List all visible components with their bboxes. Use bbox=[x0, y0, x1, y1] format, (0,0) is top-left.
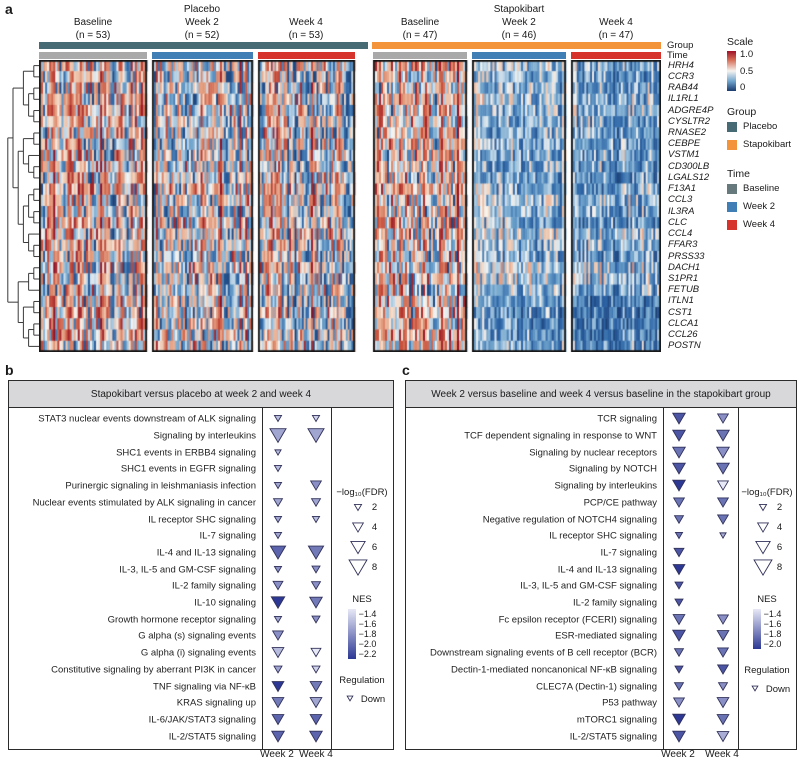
down-triangle bbox=[675, 666, 683, 673]
gene-label-POSTN: POSTN bbox=[668, 340, 701, 352]
panel-b-axis-week4: Week 4 bbox=[299, 749, 333, 760]
down-triangle bbox=[270, 546, 285, 559]
down-triangle bbox=[717, 430, 730, 441]
down-triangle bbox=[312, 582, 321, 590]
fdr-legend-value: 4 bbox=[371, 522, 378, 533]
down-triangle bbox=[717, 631, 729, 641]
nes-tick: −1.4 bbox=[358, 609, 377, 619]
pathway-label: Negative regulation of NOTCH4 signaling bbox=[482, 514, 657, 526]
time-bar-segment-2 bbox=[152, 52, 253, 59]
column-header-3: Week 4 (n = 53) bbox=[288, 17, 324, 41]
nes-tick: −1.4 bbox=[763, 609, 782, 619]
down-triangle bbox=[675, 649, 684, 657]
expression-heatmap bbox=[39, 60, 661, 352]
gene-label-RAB44: RAB44 bbox=[668, 82, 699, 94]
pathway-label: G alpha (s) signaling events bbox=[138, 630, 256, 642]
gene-label-ITLN1: ITLN1 bbox=[668, 295, 694, 307]
down-triangle bbox=[675, 682, 684, 690]
fdr-legend-item bbox=[752, 538, 782, 558]
pathway-label: IL-10 signaling bbox=[194, 597, 256, 609]
group-bar-stapokibart bbox=[372, 42, 661, 49]
nes-colorbar bbox=[753, 609, 761, 649]
pathway-label: Fc epsilon receptor (FCERI) signaling bbox=[498, 614, 657, 626]
nes-legend-title: NES bbox=[352, 594, 372, 605]
nes-legend bbox=[348, 609, 377, 659]
down-triangle bbox=[718, 665, 729, 674]
pathway-label: Signaling by interleukins bbox=[153, 430, 256, 442]
pathway-label: CLEC7A (Dectin-1) signaling bbox=[536, 681, 657, 693]
panel-c-box bbox=[405, 380, 797, 750]
fdr-legend-value: 8 bbox=[776, 562, 783, 573]
week2-label: Week 2 bbox=[743, 201, 776, 212]
pathway-label: IL-6/JAK/STAT3 signaling bbox=[148, 714, 256, 726]
gene-label-DACH1: DACH1 bbox=[668, 261, 701, 273]
pathway-label: SHC1 events in ERBB4 signaling bbox=[116, 447, 256, 459]
fdr-legend-title: −log₁₀(FDR) bbox=[336, 487, 388, 498]
panel-b-box bbox=[8, 380, 394, 750]
down-triangle bbox=[310, 731, 323, 742]
down-triangle bbox=[308, 546, 323, 559]
panel-a-label: a bbox=[5, 1, 13, 17]
fdr-legend-item bbox=[752, 498, 782, 518]
nes-tick: −1.6 bbox=[763, 619, 782, 629]
gene-label-CLC: CLC bbox=[668, 216, 688, 228]
group-bar-placebo bbox=[39, 42, 368, 49]
gene-label-IL1RL1: IL1RL1 bbox=[668, 93, 699, 105]
gene-label-S1PR1: S1PR1 bbox=[668, 273, 699, 284]
panel-c-axis-week4: Week 4 bbox=[705, 749, 739, 760]
fdr-legend-value: 4 bbox=[776, 522, 783, 533]
down-triangle bbox=[717, 447, 730, 458]
nes-ticks bbox=[359, 609, 377, 659]
down-triangle bbox=[274, 516, 281, 522]
triangle-wk4[interactable] bbox=[712, 526, 734, 546]
pathway-label: mTORC1 signaling bbox=[576, 714, 657, 726]
regulation-legend-title: Regulation bbox=[744, 665, 790, 676]
down-triangle bbox=[718, 481, 729, 490]
regulation-down-item bbox=[744, 679, 790, 699]
down-triangle bbox=[675, 582, 683, 589]
pathway-label: Dectin-1-mediated noncanonical NF-κB signaling bbox=[451, 664, 657, 676]
down-triangle bbox=[272, 731, 285, 742]
down-triangle bbox=[271, 597, 284, 608]
down-triangle bbox=[717, 698, 729, 708]
down-triangle bbox=[673, 414, 686, 425]
scale-colorbar bbox=[727, 51, 736, 91]
down-triangle bbox=[759, 504, 766, 510]
down-triangle bbox=[675, 515, 684, 523]
nes-tick: −1.8 bbox=[763, 629, 782, 639]
panel-c-legend bbox=[738, 407, 796, 749]
gene-label-FFAR3: FFAR3 bbox=[668, 239, 698, 251]
down-triangle bbox=[308, 429, 324, 443]
group-legend bbox=[727, 106, 791, 157]
time-legend-title: Time bbox=[727, 168, 750, 180]
nes-legend-title: NES bbox=[757, 594, 777, 605]
time-bar-label: Time bbox=[667, 50, 688, 61]
down-triangle bbox=[312, 666, 320, 673]
down-triangle bbox=[310, 698, 322, 708]
time-bar-segment-6 bbox=[571, 52, 661, 59]
fdr-legend-value: 2 bbox=[776, 502, 783, 513]
legend-item-baseline bbox=[727, 183, 779, 194]
gene-label-FETUB: FETUB bbox=[668, 284, 700, 296]
down-triangle bbox=[274, 666, 282, 673]
gene-label-CCR3: CCR3 bbox=[668, 70, 694, 82]
gene-label-RNASE2: RNASE2 bbox=[668, 127, 707, 138]
down-triangle bbox=[674, 548, 684, 556]
time-legend bbox=[727, 168, 779, 237]
down-triangle bbox=[675, 599, 683, 606]
down-triangle bbox=[673, 714, 686, 725]
down-triangle bbox=[673, 464, 686, 475]
legend-item-stapokibart bbox=[727, 139, 791, 150]
pathway-label: IL-3, IL-5 and GM-CSF signaling bbox=[520, 580, 657, 592]
down-triangle bbox=[352, 523, 363, 532]
down-triangle bbox=[756, 541, 770, 553]
pathway-label: IL-7 signaling bbox=[600, 547, 657, 559]
triangle-wk2[interactable] bbox=[267, 727, 289, 747]
gene-labels bbox=[668, 60, 728, 352]
legend-item-placebo bbox=[727, 121, 791, 132]
week4-label: Week 4 bbox=[743, 219, 776, 230]
placebo-label: Placebo bbox=[743, 121, 778, 132]
pathway-label: ESR-mediated signaling bbox=[555, 630, 657, 642]
down-triangle bbox=[272, 681, 284, 691]
legend-item-week2 bbox=[727, 201, 779, 212]
nes-tick: −1.6 bbox=[358, 619, 377, 629]
time-bar-segment-3 bbox=[258, 52, 355, 59]
group-bar-label: Group bbox=[667, 40, 694, 51]
column-header-5: Stapokibart Week 2 (n = 46) bbox=[493, 4, 545, 41]
down-triangle bbox=[310, 597, 323, 608]
down-triangle bbox=[273, 582, 283, 590]
gene-label-CLCA1: CLCA1 bbox=[668, 317, 699, 329]
down-triangle bbox=[719, 682, 728, 690]
down-triangle bbox=[674, 698, 685, 707]
pathway-label: IL-2/STAT5 signaling bbox=[569, 731, 657, 743]
pathway-label: KRAS signaling up bbox=[176, 697, 256, 709]
gene-label-HRH4: HRH4 bbox=[668, 59, 694, 71]
dendrogram bbox=[3, 60, 39, 352]
gene-label-PRSS33: PRSS33 bbox=[668, 250, 705, 262]
down-triangle bbox=[675, 533, 682, 539]
nes-tick: −2.2 bbox=[358, 649, 377, 659]
nes-tick: −1.8 bbox=[358, 629, 377, 639]
panel-c-title: Week 2 versus baseline and week 4 versus baseline in the stapokibart group bbox=[406, 381, 796, 408]
down-triangle bbox=[274, 466, 281, 472]
placebo-swatch bbox=[727, 122, 737, 132]
nes-tick: −2.0 bbox=[763, 639, 782, 649]
triangle-wk4[interactable] bbox=[305, 610, 327, 630]
pathway-label: IL-3, IL-5 and GM-CSF signaling bbox=[119, 564, 256, 576]
time-bar-segment-5 bbox=[472, 52, 566, 59]
down-triangle bbox=[311, 481, 322, 490]
scale-legend bbox=[727, 36, 753, 93]
baseline-label: Baseline bbox=[743, 183, 780, 194]
triangle-wk4[interactable] bbox=[305, 510, 327, 530]
gene-label-CCL26: CCL26 bbox=[668, 329, 698, 341]
fdr-legend-value: 8 bbox=[371, 562, 378, 573]
panel-b-label: b bbox=[5, 362, 14, 378]
fdr-legend-value: 6 bbox=[371, 542, 378, 553]
pathway-label: Downstream signaling events of B cell receptor (BCR) bbox=[429, 647, 657, 659]
nes-ticks bbox=[764, 609, 782, 649]
gene-label-LGALS12: LGALS12 bbox=[668, 171, 710, 183]
nes-colorbar bbox=[348, 609, 356, 659]
down-triangle bbox=[272, 648, 284, 658]
pathway-label: IL-4 and IL-13 signaling bbox=[156, 547, 256, 559]
pathway-label: SHC1 events in EGFR signaling bbox=[120, 463, 256, 475]
down-triangle bbox=[674, 498, 685, 507]
gene-label-CYSLTR2: CYSLTR2 bbox=[668, 115, 711, 127]
down-triangle bbox=[312, 516, 319, 522]
fdr-legend-item bbox=[347, 518, 377, 538]
down-triangle bbox=[718, 514, 729, 523]
fdr-legend-title: −log₁₀(FDR) bbox=[741, 487, 793, 498]
scale-tick-mid: 0.5 bbox=[740, 65, 754, 77]
nes-legend bbox=[753, 609, 782, 649]
gene-label-CST1: CST1 bbox=[668, 306, 693, 318]
regulation-legend-title: Regulation bbox=[339, 675, 385, 686]
pathway-label: IL-2 family signaling bbox=[573, 597, 657, 609]
down-triangle bbox=[274, 499, 283, 507]
fdr-legend-value: 6 bbox=[776, 542, 783, 553]
down-triangle bbox=[673, 447, 686, 458]
group-legend-title: Group bbox=[727, 106, 757, 118]
pathway-label: IL-2/STAT5 signaling bbox=[168, 731, 256, 743]
pathway-label: STAT3 nuclear events downstream of ALK signaling bbox=[38, 413, 256, 425]
column-header-6: Week 4 (n = 47) bbox=[598, 17, 634, 41]
down-triangle bbox=[270, 429, 286, 443]
column-header-1: Baseline (n = 53) bbox=[73, 17, 113, 41]
down-triangle bbox=[673, 564, 685, 574]
pathway-label: Signaling by interleukins bbox=[554, 480, 657, 492]
down-triangle bbox=[718, 498, 729, 507]
time-bar-segment-4 bbox=[373, 52, 467, 59]
down-triangle bbox=[273, 631, 284, 640]
gene-label-CD300LB: CD300LB bbox=[668, 160, 710, 172]
down-triangle bbox=[673, 631, 686, 642]
down-triangle bbox=[274, 566, 281, 572]
down-triangle bbox=[310, 681, 322, 691]
down-triangle bbox=[752, 686, 758, 691]
stapokibart-swatch bbox=[727, 140, 737, 150]
pathway-label: IL-7 signaling bbox=[199, 530, 256, 542]
gene-label-VSTM1: VSTM1 bbox=[668, 149, 700, 161]
pathway-label: Constitutive signaling by aberrant PI3K in cancer bbox=[51, 664, 256, 676]
down-triangle bbox=[272, 715, 284, 725]
down-triangle bbox=[311, 648, 321, 656]
regulation-down-label: Down bbox=[360, 693, 386, 705]
down-triangle bbox=[718, 615, 729, 624]
gene-label-IL3RA: IL3RA bbox=[668, 205, 695, 217]
panel-b-legend bbox=[331, 407, 393, 749]
fdr-legend-item bbox=[752, 518, 782, 538]
fdr-legend-item bbox=[347, 498, 377, 518]
pathway-label: TCF dependent signaling in response to WNT bbox=[464, 430, 657, 442]
gene-label-CEBPE: CEBPE bbox=[668, 138, 701, 150]
heatmap-column-headers bbox=[0, 3, 800, 41]
pathway-label: Growth hormone receptor signaling bbox=[107, 614, 256, 626]
down-triangle bbox=[274, 533, 281, 539]
scale-legend-title: Scale bbox=[727, 36, 754, 48]
down-triangle bbox=[754, 560, 772, 575]
down-triangle bbox=[718, 648, 729, 657]
down-triangle bbox=[310, 715, 322, 725]
down-triangle bbox=[717, 731, 729, 741]
down-triangle bbox=[274, 483, 281, 489]
down-triangle bbox=[673, 430, 686, 441]
time-bar-segment-1 bbox=[39, 52, 147, 59]
regulation-down-item bbox=[339, 689, 385, 709]
stapokibart-label: Stapokibart bbox=[743, 139, 792, 150]
pathway-label: IL-4 and IL-13 signaling bbox=[557, 564, 657, 576]
column-header-2: Placebo Week 2 (n = 52) bbox=[183, 4, 221, 41]
down-triangle bbox=[757, 523, 768, 532]
fdr-legend-item bbox=[347, 538, 377, 558]
down-triangle bbox=[673, 614, 685, 624]
scale-tick-max: 1.0 bbox=[740, 49, 754, 60]
down-triangle bbox=[720, 533, 726, 538]
down-triangle bbox=[275, 450, 281, 455]
triangle-wk2[interactable] bbox=[668, 727, 690, 747]
week4-swatch bbox=[727, 220, 737, 230]
pathway-label: Signaling by nuclear receptors bbox=[529, 447, 657, 459]
down-triangle bbox=[354, 504, 361, 510]
pathway-label: Nuclear events stimulated by ALK signaling in cancer bbox=[32, 497, 256, 509]
down-triangle bbox=[718, 414, 729, 423]
scale-tick-min: 0 bbox=[740, 82, 746, 93]
down-triangle bbox=[272, 698, 284, 708]
pathway-label: Purinergic signaling in leishmaniasis infection bbox=[65, 480, 256, 492]
gene-label-ADGRE4P: ADGRE4P bbox=[668, 104, 714, 116]
down-triangle bbox=[717, 715, 729, 725]
gene-label-CCL4: CCL4 bbox=[668, 228, 693, 240]
down-triangle bbox=[312, 566, 320, 573]
down-triangle bbox=[312, 416, 319, 422]
gene-label-CCL3: CCL3 bbox=[668, 194, 693, 206]
triangle-wk4[interactable] bbox=[305, 426, 327, 446]
pathway-label: G alpha (i) signaling events bbox=[140, 647, 256, 659]
triangle-wk4[interactable] bbox=[712, 727, 734, 747]
nes-tick: −2.0 bbox=[358, 639, 377, 649]
fdr-legend-item bbox=[347, 558, 377, 578]
down-triangle bbox=[274, 616, 281, 622]
panel-c-label: c bbox=[402, 362, 410, 378]
gene-label-F13A1: F13A1 bbox=[668, 183, 696, 195]
panel-b-axis-week2: Week 2 bbox=[260, 749, 294, 760]
pathway-label: IL-2 family signaling bbox=[172, 580, 256, 592]
pathway-label: Signaling by NOTCH bbox=[568, 463, 657, 475]
down-triangle bbox=[312, 616, 320, 623]
down-triangle bbox=[717, 464, 730, 475]
regulation-down-label: Down bbox=[765, 683, 791, 695]
down-triangle bbox=[351, 541, 365, 553]
column-header-4: Baseline (n = 47) bbox=[400, 17, 440, 41]
pathway-label: P53 pathway bbox=[602, 697, 657, 709]
down-triangle bbox=[347, 696, 353, 701]
pathway-label: TNF signaling via NF-κB bbox=[153, 681, 256, 693]
pathway-label: PCP/CE pathway bbox=[583, 497, 657, 509]
panel-b-title: Stapokibart versus placebo at week 2 and week 4 bbox=[9, 381, 393, 408]
pathway-label: IL receptor SHC signaling bbox=[549, 530, 657, 542]
down-triangle bbox=[673, 731, 686, 742]
week2-swatch bbox=[727, 202, 737, 212]
pathway-label: IL receptor SHC signaling bbox=[148, 514, 256, 526]
down-triangle bbox=[349, 560, 367, 575]
triangle-wk4[interactable] bbox=[305, 727, 327, 747]
down-triangle bbox=[274, 416, 281, 422]
pathway-label: TCR signaling bbox=[597, 413, 657, 425]
down-triangle bbox=[312, 499, 321, 507]
panel-c-axis-week2: Week 2 bbox=[661, 749, 695, 760]
down-triangle bbox=[673, 480, 686, 491]
fdr-legend-value: 2 bbox=[371, 502, 378, 513]
legend-item-week4 bbox=[727, 219, 779, 230]
fdr-legend-item bbox=[752, 558, 782, 578]
baseline-swatch bbox=[727, 184, 737, 194]
scale-ticks bbox=[740, 49, 753, 93]
